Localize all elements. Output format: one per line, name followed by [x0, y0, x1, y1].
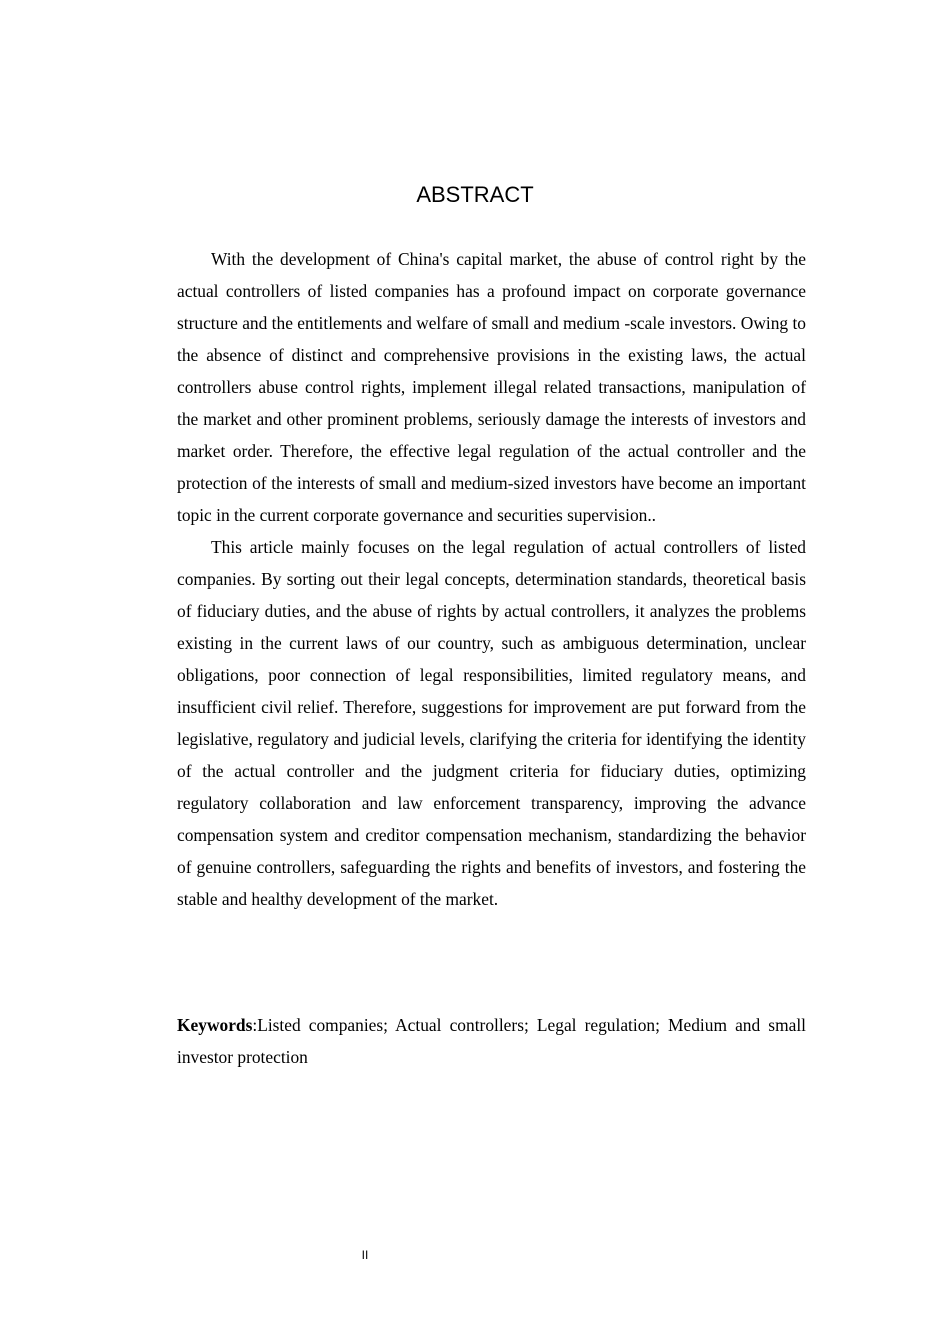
abstract-title: ABSTRACT: [416, 182, 534, 207]
page-number: II: [361, 1248, 369, 1262]
abstract-paragraph-2: This article mainly focuses on the legal regulation of actual controllers of listed companies. By sorting out their legal concepts, determination standards, theoretical basis of fiduciary duties, and the abuse of rights by actual controllers, it analyzes the problems existing in the current laws of our country, such as ambiguous determination, unclear obligations, poor connection of legal responsibilities, limited regulatory means, and insufficient civil relief. Therefore, suggestions for improvement are put forward from the legislative, regulatory and judicial levels, clarifying the criteria for identifying the identity of the actual controller and the judgment criteria for fiduciary duties, optimizing regulatory collaboration and law enforcement transparency, improving the advance compensation system and creditor compensation mechanism, standardizing the behavior of genuine controllers, safeguarding the rights and benefits of investors, and fostering the stable and healthy development of the market.: [177, 537, 806, 909]
keywords-label: Keywords: [177, 1015, 253, 1035]
keywords-text: :Listed companies; Actual controllers; Legal regulation; Medium and small investor protection: [177, 1015, 806, 1067]
abstract-paragraph-1: With the development of China's capital market, the abuse of control right by the actual controllers of listed companies has a profound impact on corporate governance structure and the entitlements and welfare of small and medium -scale investors. Owing to the absence of distinct and comprehensive provisions in the existing laws, the actual controllers abuse control rights, implement illegal related transactions, manipulation of the market and other prominent problems, seriously damage the interests of investors and market order. Therefore, the effective legal regulation of the actual controller and the protection of the interests of small and medium-sized investors have become an important topic in the current corporate governance and securities supervision..: [177, 249, 806, 525]
abstract-body: [177, 243, 806, 915]
keywords-line: [177, 1009, 806, 1073]
